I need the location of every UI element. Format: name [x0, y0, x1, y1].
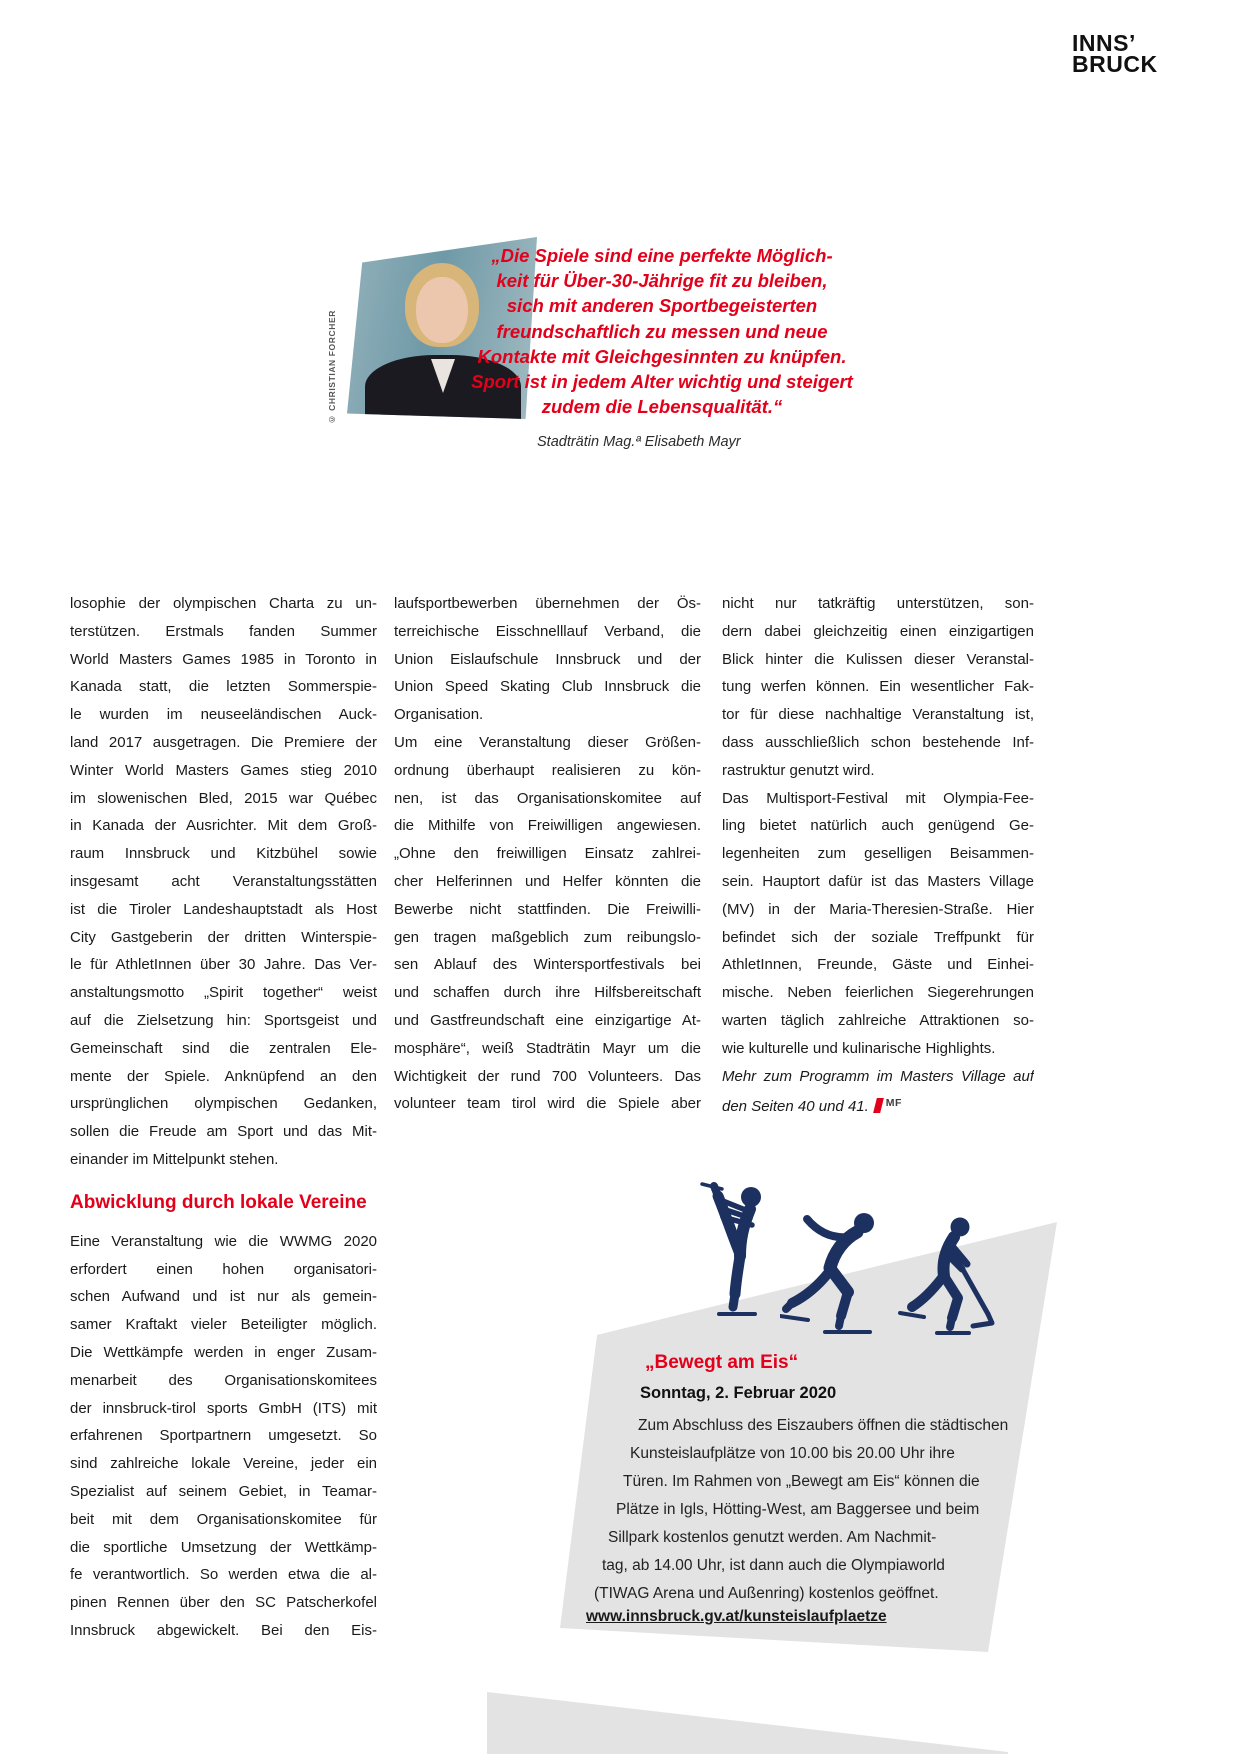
- text-line: Innsbruck abgewickelt. Bei den Eis-: [70, 1621, 377, 1639]
- text-line: le für AthletInnen über 30 Jahre. Das Ver-: [70, 956, 377, 974]
- text-line: terreichische Eisschnelllauf Verband, die: [394, 622, 701, 640]
- text-line: laufsportbewerben übernehmen der Ös-: [394, 595, 701, 612]
- author-initials: MF: [885, 1097, 902, 1110]
- text-line: warten täglich zahlreiche Attraktionen so-: [722, 1011, 1034, 1029]
- text-line: mische. Neben feierlichen Siegerehrungen: [722, 984, 1034, 1002]
- text-line: Eine Veranstaltung wie die WWMG 2020: [70, 1232, 377, 1250]
- text-line: terstützen. Erstmals fanden Summer: [70, 622, 377, 640]
- text-line: legenheiten zum geselligen Beisammen-: [722, 845, 1034, 863]
- text-line: nicht nur tatkräftig unterstützen, son-: [722, 595, 1034, 612]
- info-box-body: [575, 1412, 1008, 1626]
- text-line: Mehr zum Programm im Masters Village auf: [722, 1067, 1034, 1085]
- text-line: losophie der olympischen Charta zu un-: [70, 595, 377, 612]
- text-line: sollen die Freude am Sport und das Mit-: [70, 1123, 377, 1141]
- text-line: dass ausschließlich schon bestehende Inf-: [722, 733, 1034, 751]
- text-line: schen Aufwand und ist nur als gemein-: [70, 1288, 377, 1306]
- text-line: beit mit dem Organisationskomitee für: [70, 1510, 377, 1528]
- text-line: Winter World Masters Games stieg 2010: [70, 761, 377, 779]
- text-line: samer Kraftakt vieler Beteiligter möglich.: [70, 1316, 377, 1334]
- text-line: mosphäre“, weiß Stadträtin Mayr um die: [394, 1039, 701, 1057]
- text-line: City Gastgeberin der dritten Winterspie-: [70, 928, 377, 946]
- text-line: ursprünglichen olympischen Gedanken,: [70, 1095, 377, 1113]
- text-line: einander im Mittelpunkt stehen.: [70, 1150, 279, 1168]
- text-line: der innsbruck-tirol sports GmbH (ITS) mit: [70, 1399, 377, 1417]
- text-line: auf die Zielsetzung hin: Sportsgeist und: [70, 1011, 377, 1029]
- text-line: dern dabei gleichzeitig einen einzigartigen: [722, 622, 1034, 640]
- quote-line: zudem die Lebensqualität.“: [541, 396, 783, 418]
- info-box-line: Plätze in Igls, Hötting-West, am Baggersee und beim: [616, 1501, 980, 1518]
- text-line: die Mithilfe von Freiwilligen angewiesen.: [394, 817, 701, 835]
- info-box-line: Kunsteislaufplätze von 10.00 bis 20.00 Uhr ihre: [630, 1445, 955, 1462]
- text-line: cher Helferinnen und Helfer könnten die: [394, 872, 701, 890]
- text-line: volunteer team tirol wird die Spiele aber: [394, 1095, 701, 1113]
- text-line: tor für diese nachhaltige Veranstaltung ist,: [722, 706, 1034, 724]
- figure-skating-icon: [688, 1182, 778, 1337]
- text-line: Spezialist auf seinem Gebiet, in Teamar-: [70, 1482, 377, 1500]
- text-line: erfordert einen hohen organisatori-: [70, 1260, 377, 1278]
- text-line: fe verantwortlich. So werden etwa die al-: [70, 1566, 377, 1584]
- text-line: die sportliche Umsetzung der Wettkämp-: [70, 1538, 377, 1556]
- article-column-3: [722, 590, 1034, 1118]
- text-line: Blick hinter die Kulissen dieser Veranstal-: [722, 650, 1034, 668]
- text-line: raum Innsbruck und Kitzbühel sowie: [70, 845, 377, 863]
- quote-line: keit für Über-30-Jährige fit zu bleiben,: [496, 270, 828, 292]
- text-line: le wurden im neuseeländischen Auck-: [70, 706, 377, 724]
- text-line: Union Eislaufschule Innsbruck und der: [394, 650, 701, 668]
- info-box-line: tag, ab 14.00 Uhr, ist dann auch die Olympiaworld: [602, 1557, 945, 1574]
- text-line: Um eine Veranstaltung dieser Größen-: [394, 733, 701, 751]
- article-column-2: [394, 590, 701, 1118]
- text-line: Das Multisport-Festival mit Olympia-Fee-: [722, 789, 1034, 807]
- info-box-line: Zum Abschluss des Eiszaubers öffnen die städtischen: [638, 1417, 1009, 1434]
- pull-quote: [462, 243, 862, 419]
- section-heading: Abwicklung durch lokale Vereine: [70, 1191, 367, 1213]
- text-line: und Gastfreundschaft eine einzigartige At-: [394, 1011, 701, 1029]
- speed-skating-icon: [780, 1206, 892, 1341]
- text-line: gen tragen maßgeblich zum reibungslo-: [394, 928, 701, 946]
- portrait-face: [416, 277, 468, 343]
- text-line: im slowenischen Bled, 2015 war Québec: [70, 789, 377, 807]
- logo-line-1: INNS’: [1072, 30, 1136, 56]
- text-line: Gemeinschaft sind die zentralen Ele-: [70, 1039, 377, 1057]
- text-line: und schaffen durch ihre Hilfsbereitschaft: [394, 984, 701, 1002]
- text-line: Die Wettkämpfe werden in enger Zusam-: [70, 1343, 377, 1361]
- text-line: sein. Hauptort dafür ist das Masters Village: [722, 872, 1034, 890]
- text-line: tung werfen können. Ein wesentlicher Fak-: [722, 678, 1034, 696]
- photo-credit: © CHRISTIAN FORCHER: [327, 310, 337, 425]
- text-line: AthletInnen, Freunde, Gäste und Einhei-: [722, 956, 1034, 974]
- info-box-title: „Bewegt am Eis“: [645, 1352, 799, 1373]
- text-line: Kanada statt, die letzten Sommerspie-: [70, 678, 377, 696]
- text-line: den Seiten 40 und 41.: [722, 1098, 869, 1116]
- text-line: insgesamt acht Veranstaltungsstätten: [70, 872, 377, 890]
- author-mark-bar: [873, 1098, 884, 1113]
- text-line: (MV) in der Maria-Theresien-Straße. Hier: [722, 900, 1034, 918]
- innsbruck-logo: [1072, 30, 1158, 77]
- text-line: „Ohne den freiwilligen Einsatz zahlrei-: [394, 845, 701, 863]
- quote-line: Kontakte mit Gleichgesinnten zu knüpfen.: [477, 345, 847, 367]
- info-box-line: (TIWAG Arena und Außenring) kostenlos geöffnet.: [594, 1585, 939, 1602]
- text-line: Wichtigkeit der rund 700 Volunteers. Das: [394, 1067, 701, 1085]
- quote-attribution: Stadträtin Mag.ª Elisabeth Mayr: [537, 434, 741, 450]
- text-line: Organisation.: [394, 706, 484, 724]
- quote-line: „Die Spiele sind eine perfekte Möglich-: [491, 245, 833, 266]
- info-box-link[interactable]: www.innsbruck.gv.at/kunsteislaufplaetze: [586, 1608, 887, 1625]
- info-box-date: Sonntag, 2. Februar 2020: [640, 1384, 837, 1402]
- quote-line: freundschaftlich zu messen und neue: [496, 320, 828, 342]
- text-line: ist die Tiroler Landeshauptstadt als Host: [70, 900, 377, 918]
- text-line: Bewerbe nicht stattfinden. Die Freiwilli-: [394, 900, 701, 918]
- text-line: [722, 1090, 1034, 1118]
- text-line: anstaltungsmotto „Spirit together“ weist: [70, 984, 377, 1002]
- text-line: in Kanada der Ausrichter. Mit dem Groß-: [70, 817, 377, 835]
- text-line: rastruktur genutzt wird.: [722, 761, 875, 779]
- text-line: World Masters Games 1985 in Toronto in: [70, 650, 377, 668]
- text-line: land 2017 ausgetragen. Die Premiere der: [70, 733, 377, 751]
- info-box-line: Türen. Im Rahmen von „Bewegt am Eis“ können die: [623, 1473, 980, 1490]
- text-line: ordnung überhaupt realisieren zu kön-: [394, 761, 701, 779]
- logo-line-2: BRUCK: [1072, 51, 1158, 77]
- text-line: mente der Spiele. Anknüpfend an den: [70, 1067, 377, 1085]
- text-line: wie kulturelle und kulinarische Highlights.: [722, 1039, 996, 1057]
- quote-line: sich mit anderen Sportbegeisterten: [506, 295, 818, 317]
- text-line: erfahrenen Sportpartnern umgesetzt. So: [70, 1427, 377, 1445]
- text-line: ling bietet natürlich auch genügend Ge-: [722, 817, 1034, 835]
- text-line: Union Speed Skating Club Innsbruck die: [394, 678, 701, 696]
- quote-line: Sport ist in jedem Alter wichtig und steigert: [471, 371, 853, 393]
- text-line: nen, ist das Organisationskomitee auf: [394, 789, 701, 807]
- text-line: befindet sich der soziale Treffpunkt für: [722, 928, 1034, 946]
- info-box-line: Sillpark kostenlos genutzt werden. Am Nachmit-: [608, 1529, 937, 1546]
- text-line: sind zahlreiche lokale Vereine, jeder ein: [70, 1455, 377, 1473]
- article-column-1: [70, 590, 377, 1645]
- text-line: menarbeit des Organisationskomitees: [70, 1371, 377, 1389]
- text-line: sen Ablauf des Wintersportfestivals bei: [394, 956, 701, 974]
- text-line: pinen Rennen über den SC Patscherkofel: [70, 1594, 377, 1612]
- ice-hockey-icon: [893, 1214, 998, 1346]
